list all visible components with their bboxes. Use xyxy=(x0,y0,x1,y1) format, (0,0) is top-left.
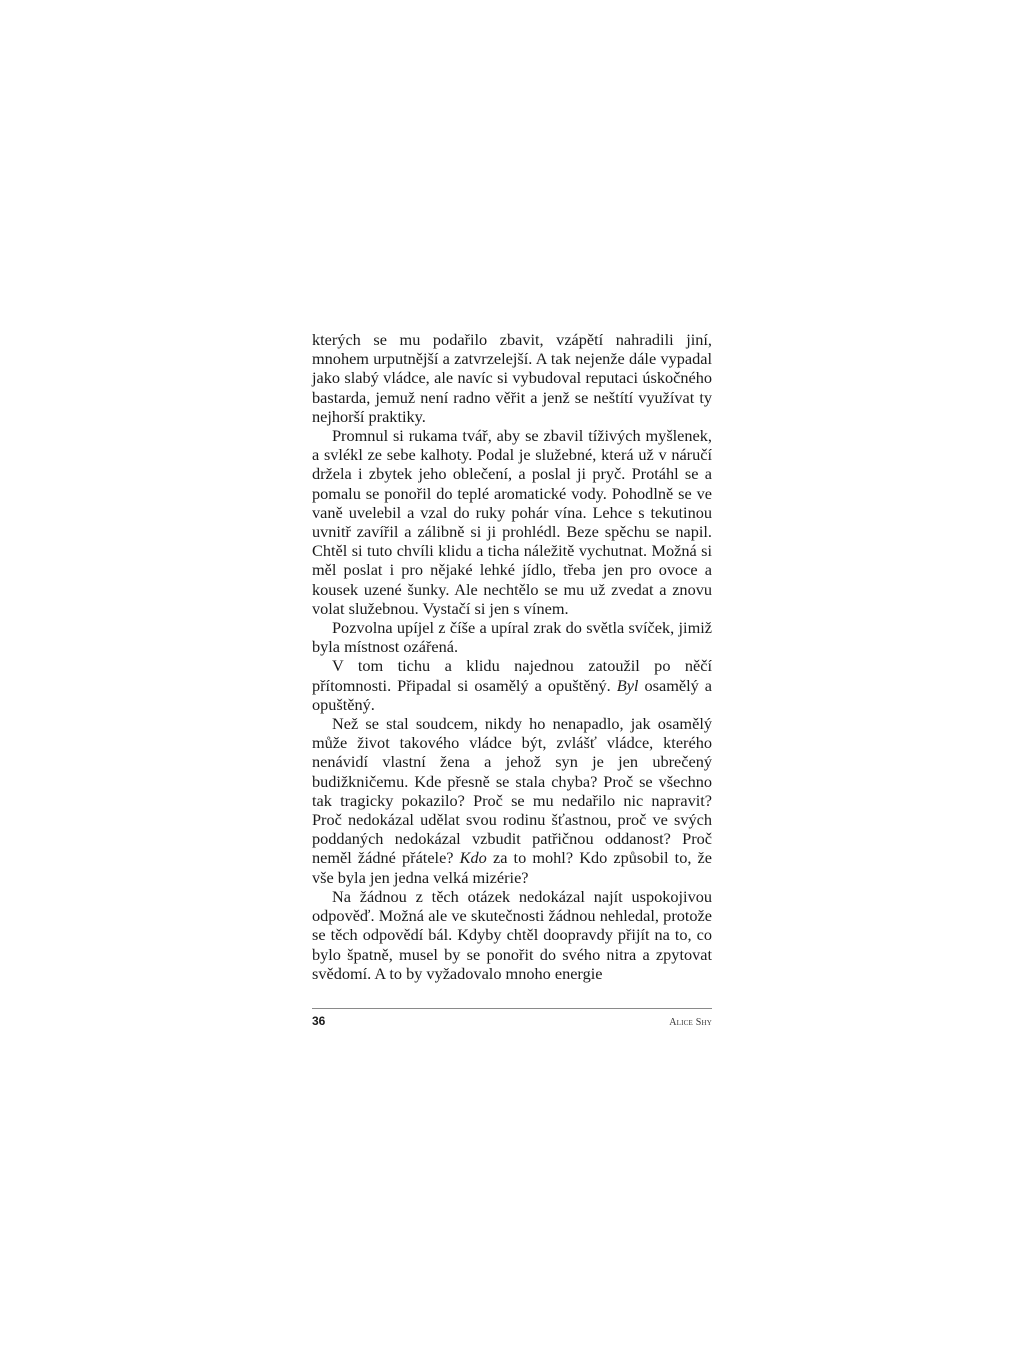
paragraph xyxy=(312,426,712,618)
text-run: Než se stal soudcem, nikdy ho nenapadlo, jak osamělý může život takového vládce být, zvlášť vládce, kterého nenávidí vlastní žena a jehož syn je jen ubrečený budižkničemu. Kde přesně se stala chyba? Proč se všechno tak tragicky pokazilo? Proč se mu nedařilo nic napravit? Proč nedokázal udělat svou rodinu šťastnou, proč ve svých poddaných nedokázal vzbudit patřičnou oddanost? Proč neměl žádné přátele? xyxy=(312,714,712,868)
text-run: kterých se mu podařilo zbavit, vzápětí nahradili jiní, mnohem urputnější a zatvrzelejší. A tak nejenže dále vypadal jako slabý vládce, ale navíc si vybudoval reputaci úskočného bastarda, jemuž není radno věřit a jenž se neštítí využívat ty nejhorší praktiky. xyxy=(312,330,712,426)
emphasis-text: Byl xyxy=(616,675,639,695)
text-run: Promnul si rukama tvář, aby se zbavil tíživých myšlenek, a svlékl ze sebe kalhoty. Podal je služebné, která už v náručí držela i zbytek jeho oblečení, a poslal ji pryč. Protáhl se a pomalu se ponořil do teplé aromatické vody. Pohodlně se ve vaně uvelebil a vzal do ruky pohár vína. Lehce s tekutinou uvnitř zavířil a zálibně si ji prohlédl. Beze spěchu se napil. Chtěl si tuto chvíli klidu a ticha náležitě vychutnat. Možná si měl poslat i pro nějaké lehké jídlo, třeba jen pro ovoce a kousek uzené šunky. Ale nechtělo se mu už zvedat a znovu volat služebnou. Vystačí si jen s vínem. xyxy=(312,426,712,618)
footer-rule xyxy=(312,1008,712,1009)
paragraph xyxy=(312,714,712,887)
text-run: za to mohl? Kdo způsobil to, že vše byla jen jedna velká mizérie? xyxy=(312,848,713,887)
author-running-head: Alice Shy xyxy=(669,1017,712,1028)
body-text xyxy=(312,330,712,983)
text-run: Na žádnou z těch otázek nedokázal najít uspokojivou odpověď. Možná ale ve skutečnosti žádnou nehledal, protože se těch odpovědí bál. Kdyby chtěl doopravdy přijít na to, co bylo špatně, musel by se ponořit do svého nitra a zpytovat svědomí. A to by vyžadovalo mnoho energie xyxy=(312,886,712,983)
paragraph xyxy=(312,656,712,714)
paragraph xyxy=(312,618,712,656)
page-footer xyxy=(312,1012,712,1032)
emphasis-text: Kdo xyxy=(459,848,487,868)
text-run: V tom tichu a klidu najednou zatoužil po něčí přítomnosti. Připadal si osamělý a opuštěný. xyxy=(312,656,712,695)
page-number: 36 xyxy=(312,1014,326,1028)
text-run: Pozvolna upíjel z číše a upíral zrak do světla svíček, jimiž byla místnost ozářená. xyxy=(312,618,712,657)
book-page xyxy=(312,330,713,1028)
paragraph xyxy=(312,887,712,983)
paragraph xyxy=(312,330,712,426)
text-run: osamělý a opuštěný. xyxy=(312,675,713,714)
